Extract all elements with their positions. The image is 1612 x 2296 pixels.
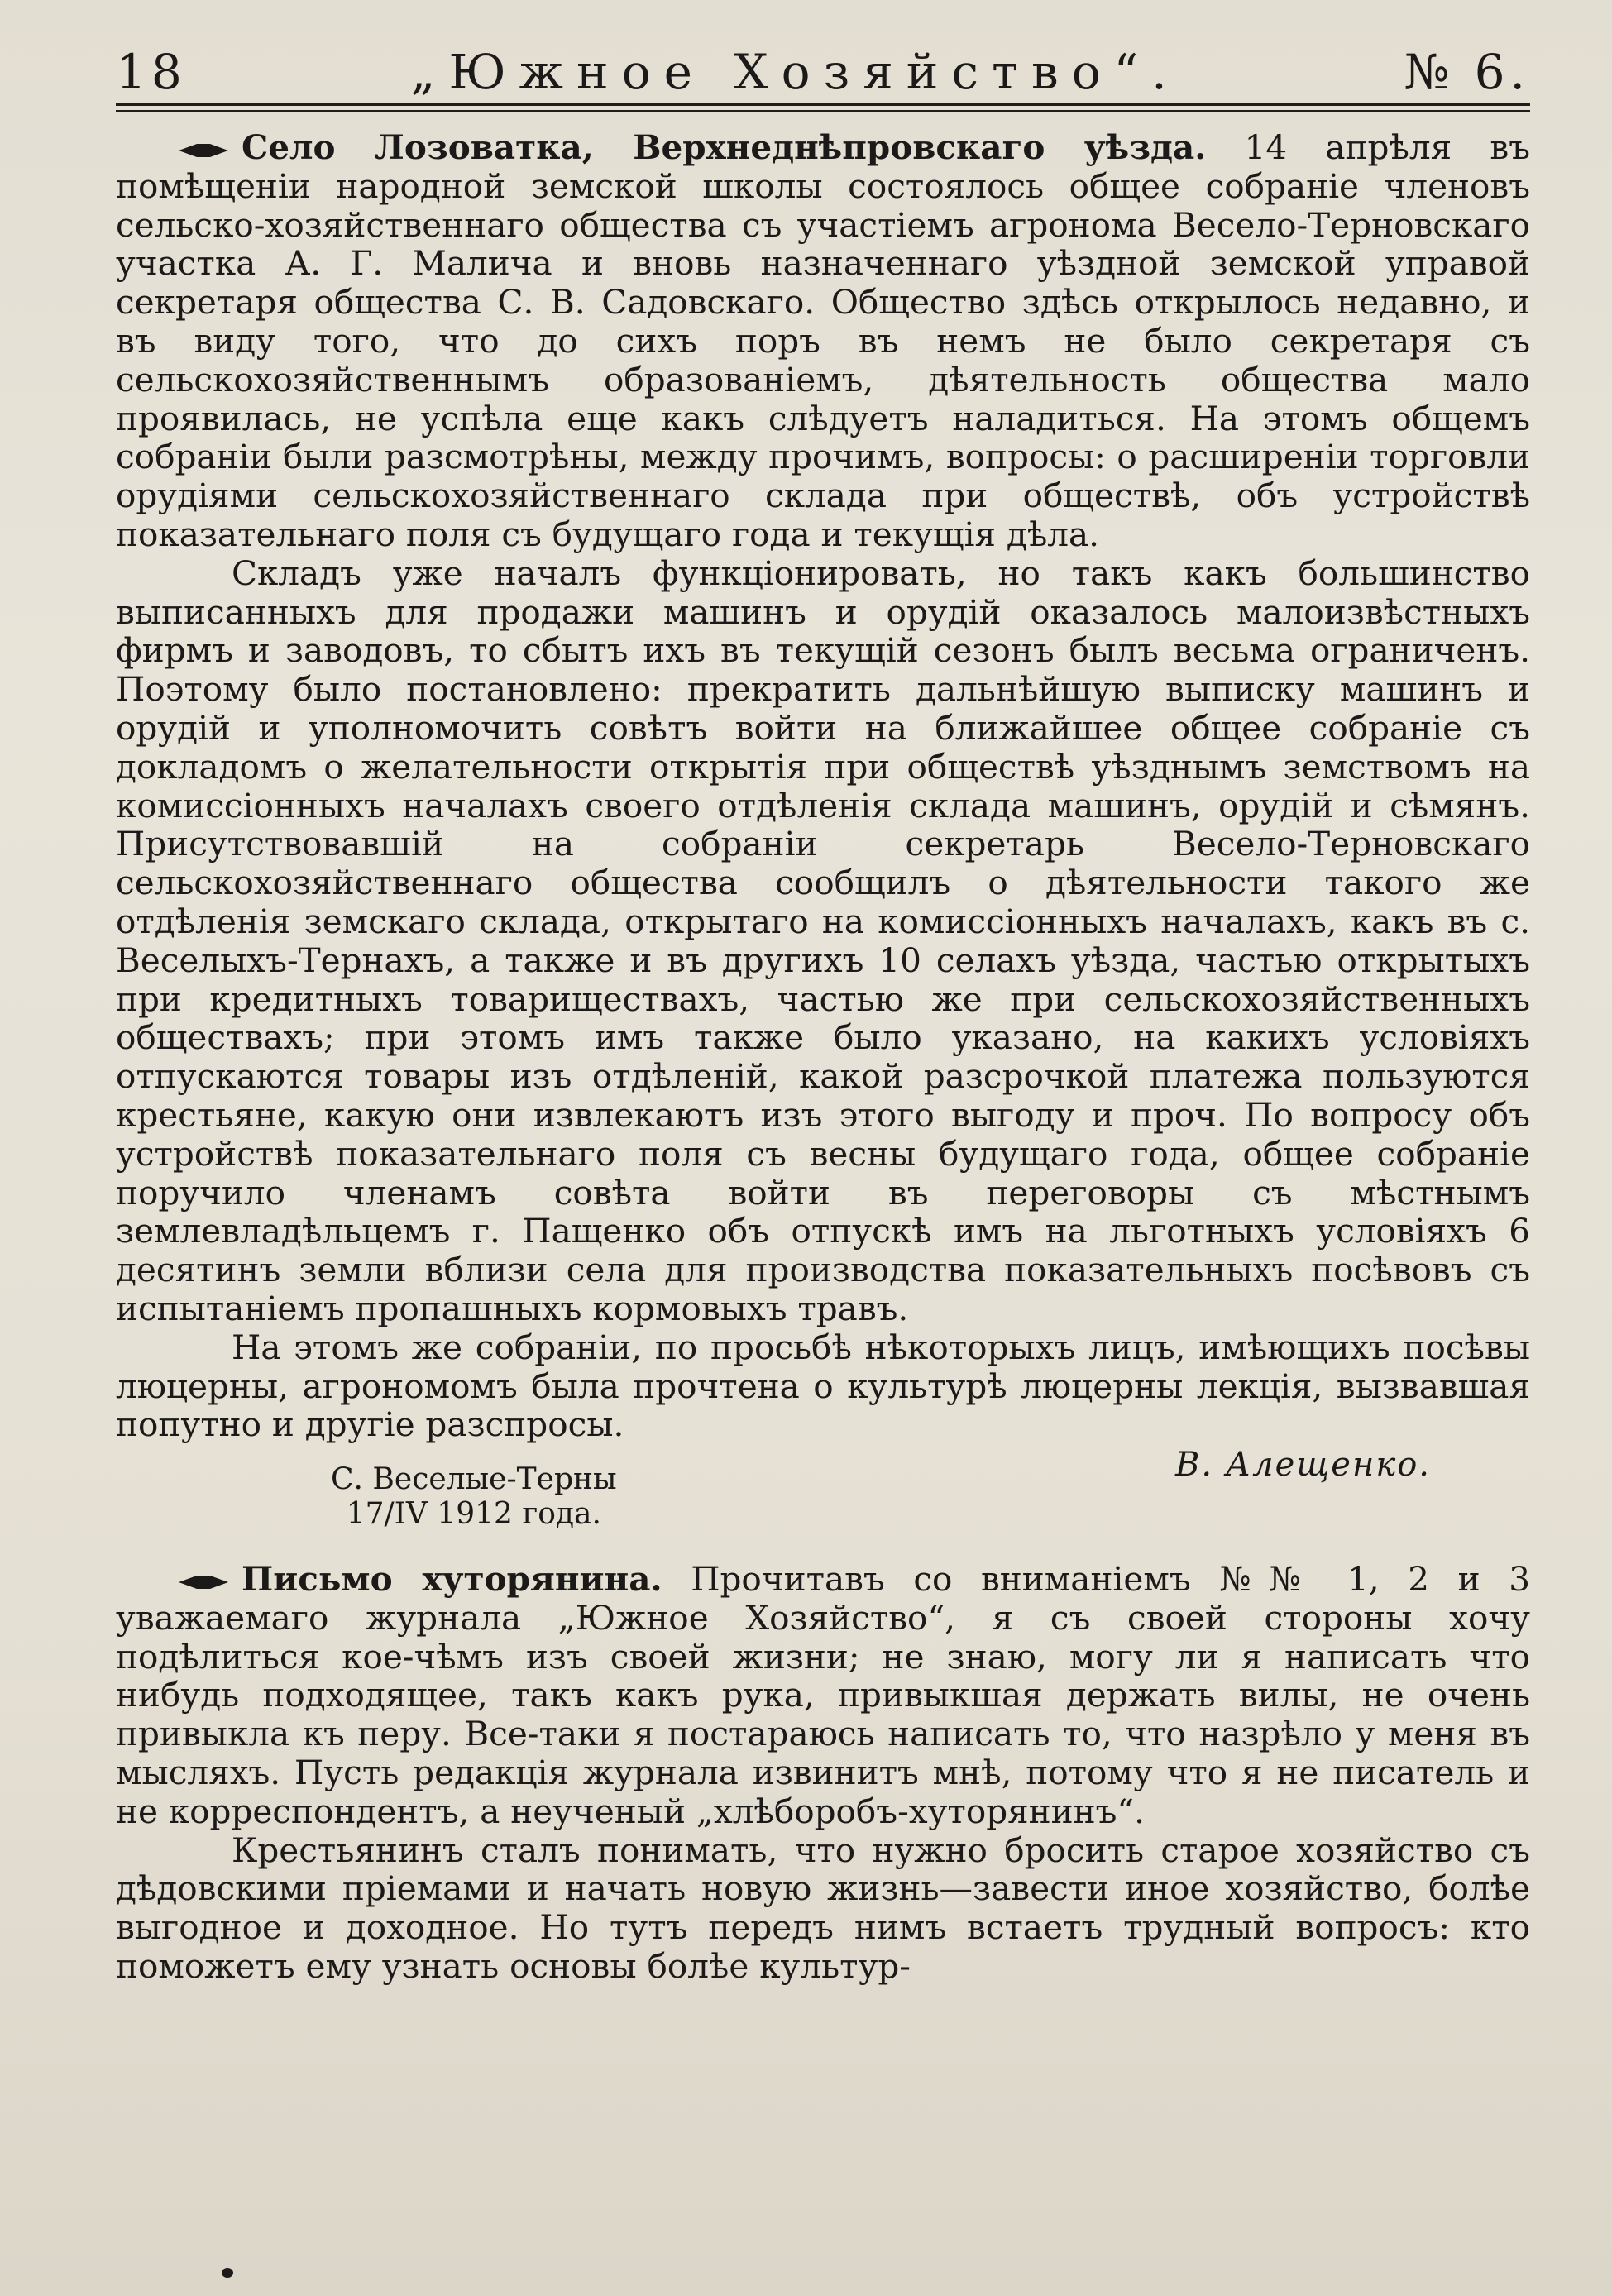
- page-number: 18: [116, 44, 187, 100]
- article-1-lead-paragraph: [116, 128, 1530, 554]
- article-2-paragraph-2: Крестьянинъ сталъ понимать, что нужно бросить старое хозяйство съ дѣдовскими пріемами и начать новую жизнь—завести иное хозяйство, болѣе выгодное и доходное. Но тутъ передъ нимъ встаетъ трудный вопросъ: кто поможетъ ему узнать основы болѣе культур-: [116, 1830, 1530, 1987]
- article-content: [116, 128, 1530, 1986]
- article-1-signature: [116, 1446, 1530, 1537]
- article-2-paragraph-1: Прочитавъ со вниманіемъ №№ 1, 2 и 3 уважаемаго журнала „Южное Хозяйство“, я съ своей стороны хочу подѣлиться кое-чѣмъ изъ своей жизни; не знаю, могу ли я написать что нибудь подходящее, такъ какъ рука, привыкшая держать вилы, не очень привыкла къ перу. Все-таки я постараюсь написать то, что назрѣло у меня въ мысляхъ. Пусть редакція журнала извинитъ мнѣ, потому что я не писатель и не корреспондентъ, а неученый „хлѣборобъ-хуторянинъ“.: [116, 1559, 1531, 1831]
- article-1-paragraph-3: На этомъ же собраніи, по просьбѣ нѣкоторыхъ лицъ, имѣющихъ посѣвы люцерны, агрономомъ была прочтена о культурѣ люцерны лекція, вызвавшая попутно и другіе разспросы.: [116, 1327, 1530, 1445]
- section-marker-icon: [179, 1574, 228, 1590]
- page-header: [116, 43, 1530, 101]
- dateline-date: 17/IV 1912 года.: [346, 1497, 601, 1532]
- section-marker-icon: [179, 142, 228, 159]
- article-1-paragraph-1: 14 апрѣля въ помѣщеніи народной земской школы состоялось общее собраніе членовъ сельско-хозяйственнаго общества съ участіемъ агронома Весело-Терновскаго участка А. Г. Малича и вновь назначеннаго уѣздной земской управой секретаря общества С. В. Садовскаго. Общество здѣсь открылось недавно, и въ виду того, что до сихъ поръ въ немъ не было секретаря съ сельскохозяйственнымъ образованіемъ, дѣятельность общества мало проявилась, не успѣла еще какъ слѣдуетъ наладиться. На этомъ общемъ собраніи были разсмотрѣны, между прочимъ, вопросы: о расширеніи торговли орудіями сельскохозяйственнаго склада при обществѣ, объ устройствѣ показательнаго поля съ будущаго года и текущія дѣла.: [116, 127, 1530, 554]
- article-2-title: Письмо хуторянина.: [242, 1559, 662, 1600]
- article-1-title: Село Лозоватка, Верхнеднѣпровскаго уѣзда.: [242, 127, 1207, 167]
- article-1-paragraph-2: Складъ уже началъ функціонировать, но такъ какъ большинство выписанныхъ для продажи машинъ и орудій оказалось малоизвѣстныхъ фирмъ и заводовъ, то сбытъ ихъ въ текущій сезонъ былъ весьма ограниченъ. Поэтому было постановлено: прекратить дальнѣйшую выписку машинъ и орудій и уполномочить совѣтъ войти на ближайшее общее собраніе съ докладомъ о желательности открытія при обществѣ уѣзднымъ земствомъ на комиссіонныхъ началахъ своего отдѣленія склада машинъ, орудій и сѣмянъ. Присутствовавшій на собраніи секретарь Весело-Терновскаго сельскохозяйственнаго общества сообщилъ о дѣятельности такого же отдѣленія земскаго склада, открытаго на комиссіонныхъ началахъ, какъ въ с. Веселыхъ-Тернахъ, а также и въ другихъ 10 селахъ уѣзда, частью открытыхъ при кредитныхъ товариществахъ, частью же при сельскохозяйственныхъ обществахъ; при этомъ имъ также было указано, на какихъ условіяхъ отпускаются товары изъ отдѣленій, какой разсрочкой платежа пользуются крестьяне, какую они извлекаютъ изъ этого выгоду и проч. По вопросу объ устройствѣ показательнаго поля съ весны будущаго года, общее собраніе поручило членамъ совѣта войти въ переговоры съ мѣстнымъ землевладѣльцемъ г. Пащенко объ отпускѣ имъ на льготныхъ условіяхъ 6 десятинъ земли вблизи села для производства показательныхъ посѣвовъ съ испытаніемъ пропашныхъ кормовыхъ травъ.: [116, 552, 1530, 1328]
- header-rule: [116, 103, 1530, 106]
- ink-blot: [222, 2268, 233, 2278]
- article-2-lead-paragraph: [116, 1560, 1530, 1831]
- header-rule-thin: [116, 110, 1530, 112]
- journal-title: „Южное Хозяйство“.: [410, 44, 1180, 100]
- article-1-author: В. Алещенко.: [1175, 1446, 1431, 1485]
- dateline: [331, 1462, 617, 1532]
- section-gap: [116, 1537, 1530, 1560]
- issue-number: № 6.: [1404, 44, 1530, 100]
- dateline-place: С. Веселые-Терны: [331, 1462, 617, 1497]
